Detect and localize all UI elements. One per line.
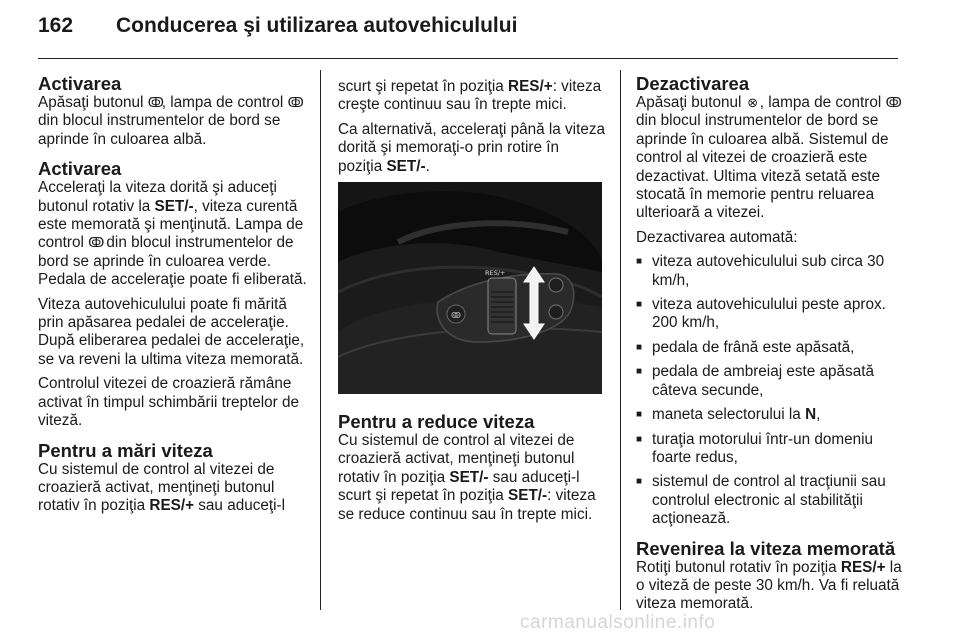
cruise-control-icon: ↂ — [287, 95, 304, 110]
paragraph: Viteza autovehiculului poate fi mărită prin apăsarea pedalei de acceleraţie. După eliberarea pedalei de acceleraţie, se va reveni la ultima viteza memorată. — [38, 295, 305, 368]
section-heading: Activarea — [38, 73, 122, 94]
steering-wheel-photo — [338, 182, 602, 394]
column-3 — [636, 74, 902, 620]
paragraph: Apăsaţi butonul ↂ, lampa de control ↂ din blocul instrumentelor de bord se aprinde în culoarea albă. — [38, 94, 304, 148]
page-title: Conducerea şi utilizarea autovehiculului — [116, 14, 518, 37]
section-heading: Pentru a mări viteza — [38, 439, 213, 461]
column-divider-1 — [320, 70, 321, 610]
svg-text:ↂ: ↂ — [451, 311, 461, 321]
svg-text:RES/+: RES/+ — [485, 269, 506, 278]
list-item: ■ viteza autovehiculului peste aprox. 200 km/h, — [636, 296, 902, 333]
column-1 — [38, 74, 310, 522]
section-heading: Dezactivarea — [636, 73, 750, 94]
list-item: ■ maneta selectorului la N, — [636, 406, 902, 424]
paragraph: Ca alternativă, acceleraţi până la viteza dorită şi memoraţi-o prin rotire în poziţia SET/-. — [338, 120, 605, 175]
paragraph: scurt şi repetat în poziţia RES/+: viteza creşte continuu sau în trepte mici. — [338, 78, 602, 114]
cruise-control-icon: ↂ — [147, 95, 164, 110]
section-heading: Pentru a reduce viteza — [338, 411, 535, 433]
page-number: 162 — [38, 14, 74, 37]
paragraph: Dezactivarea automată: — [636, 228, 798, 246]
column-2 — [338, 78, 606, 530]
paragraph: Apăsaţi butonul ⊗ , lampa de control ↂ din blocul instrumentelor de bord se aprinde în culoarea albă. Sistemul de control al vitezei de croazieră este dezactivat. Ultima viteză setată este stocată în memorie pentru reluarea ulterioară a vitezei. — [636, 94, 902, 222]
header-divider — [38, 58, 898, 59]
section-heading: Activarea — [38, 158, 122, 180]
page-header — [38, 14, 517, 38]
watermark: carmanualsonline.info — [520, 612, 716, 633]
cruise-control-off-icon: ⊗ — [747, 95, 759, 110]
list-item: ■ viteza autovehiculului sub circa 30 km/h, — [636, 253, 902, 290]
auto-deactivation-list — [636, 253, 902, 528]
paragraph: Cu sistemul de control al vitezei de croazieră activat, menţineţi butonul rotativ în poziţia SET/- sau aduceţi-l scurt şi repetat în poziţia SET/-: viteza se reduce continuu sau în trepte mici. — [338, 432, 596, 523]
cruise-control-icon: ↂ — [885, 95, 902, 110]
paragraph: Acceleraţi la viteza dorită şi aduceţi butonul rotativ la SET/-, viteza curentă este memorată şi menţinută. Lampa de control ↂ din blocul instrumentelor de bord se aprinde în culoarea verde. Pedala de acceleraţie poate fi eliberată. — [38, 179, 307, 289]
list-item: ■ pedala de ambreiaj este apăsată câteva secunde, — [636, 363, 902, 400]
list-item: ■ sistemul de control al tracţiunii sau controlul electronic al stabilităţii acţionează. — [636, 473, 902, 528]
column-divider-2 — [620, 70, 621, 610]
paragraph: Controlul vitezei de croazieră rămâne activat în timpul schimbării treptelor de viteză. — [38, 375, 300, 430]
list-item: ■ turaţia motorului într-un domeniu foarte redus, — [636, 431, 902, 468]
paragraph: Cu sistemul de control al vitezei de croazieră activat, menţineţi butonul rotativ în poziţia RES/+ sau aduceţi-l — [38, 460, 286, 515]
cruise-control-icon: ↂ — [88, 235, 105, 251]
section-heading: Revenirea la viteza memorată — [636, 537, 896, 559]
list-item: ■ pedala de frână este apăsată, — [636, 339, 902, 357]
paragraph: Rotiţi butonul rotativ în poziţia RES/+ la o viteză de peste 30 km/h. Va fi reluată viteza memorată. — [636, 558, 902, 613]
